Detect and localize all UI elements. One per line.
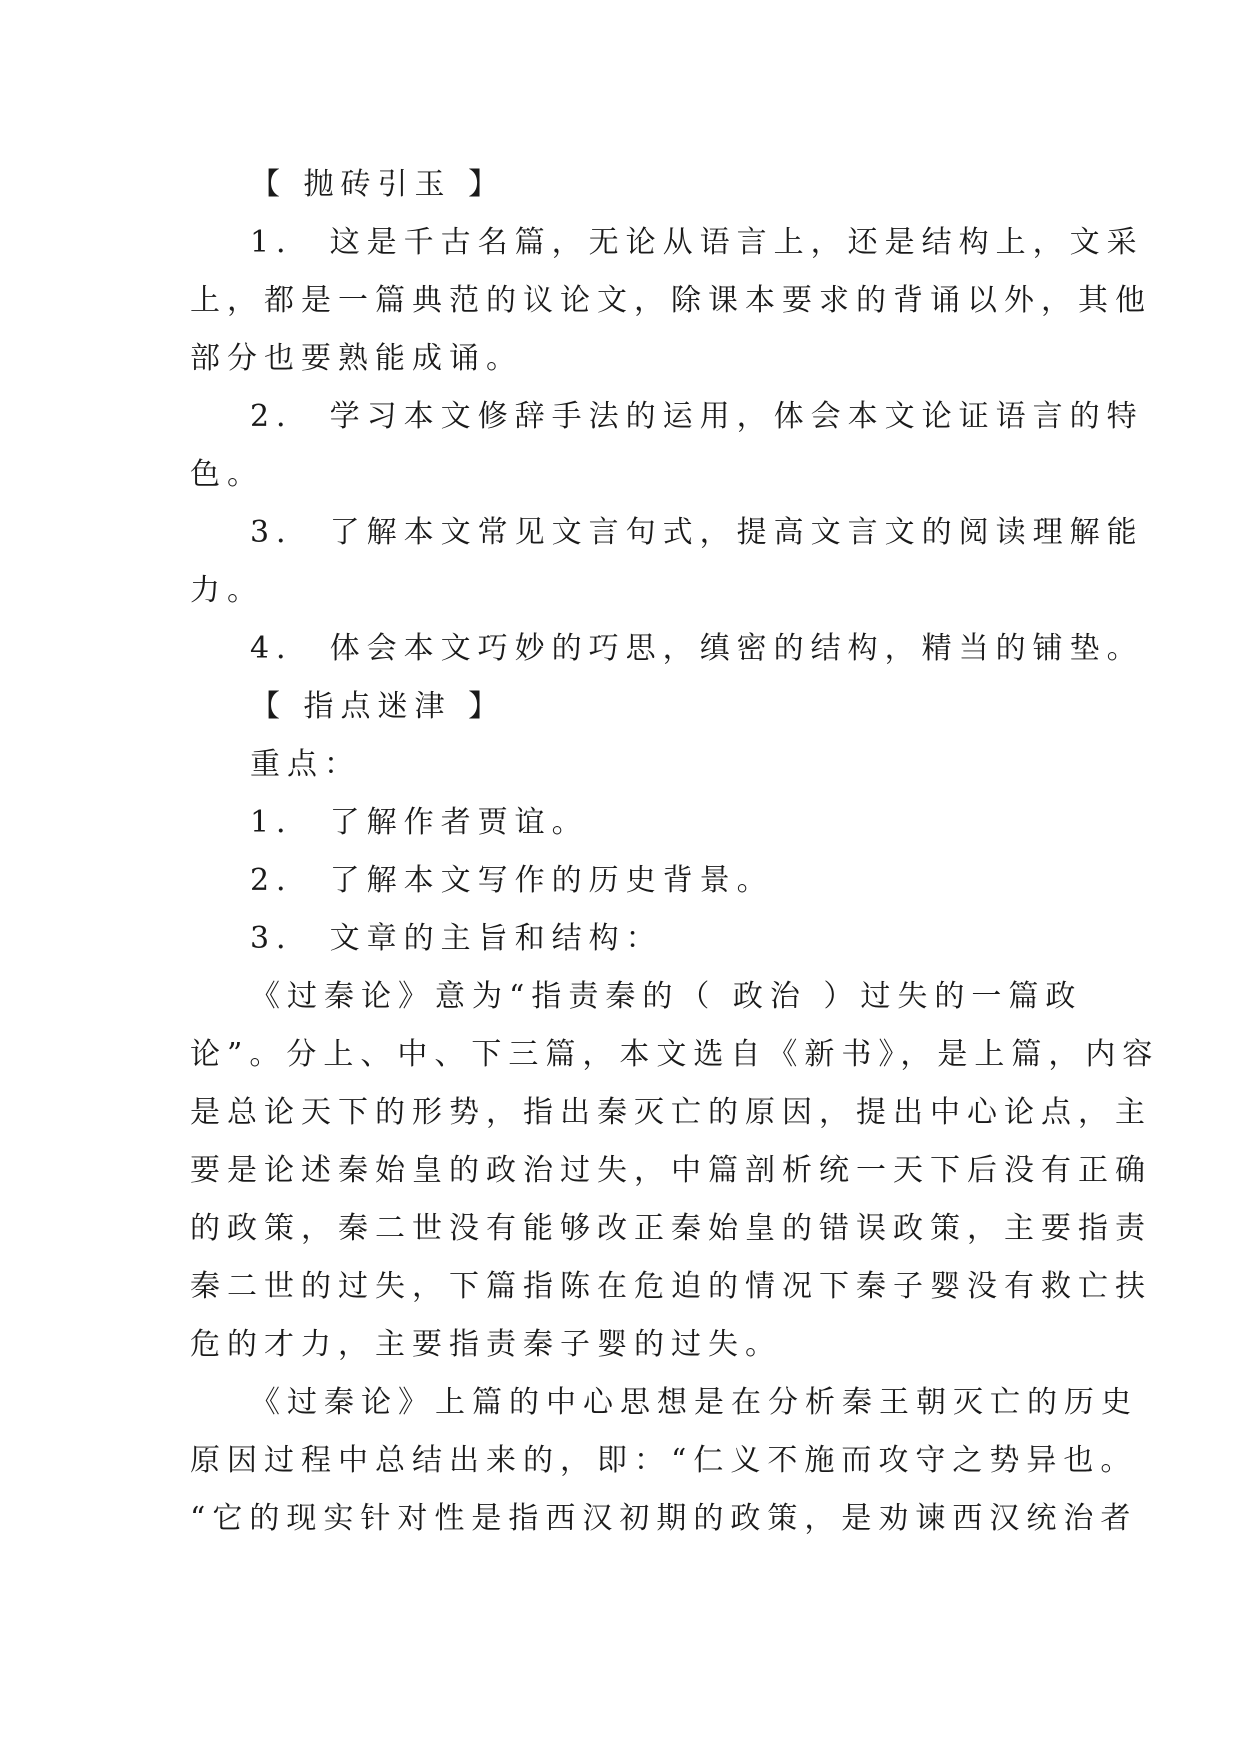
intro-item-1-line-1: 1． 这是千古名篇，无论从语言上，还是结构上，文采 [250, 225, 1144, 260]
paragraph-1-line-6: 秦二世的过失，下篇指陈在危迫的情况下秦子婴没有救亡扶 [190, 1269, 1152, 1304]
intro-item-1-line-2: 上，都是一篇典范的议论文，除课本要求的背诵以外，其他 [190, 283, 1152, 318]
paragraph-1-line-1: 《过秦论》意为“指责秦的（ 政治 ）过失的一篇政 [250, 979, 1083, 1014]
paragraph-2-line-1: 《过秦论》上篇的中心思想是在分析秦王朝灭亡的历史 [250, 1385, 1138, 1420]
intro-item-2-line-1: 2． 学习本文修辞手法的运用，体会本文论证语言的特 [250, 399, 1144, 434]
intro-item-1-line-3: 部分也要熟能成诵。 [190, 341, 523, 376]
paragraph-1-line-2: 论”。分上、中、下三篇，本文选自《新书》，是上篇，内容 [190, 1037, 1160, 1072]
paragraph-2-line-2: 原因过程中总结出来的，即：“仁义不施而攻守之势异也。 [190, 1443, 1138, 1478]
focus-item-3: 3． 文章的主旨和结构： [250, 921, 663, 956]
focus-label: 重点： [250, 747, 361, 782]
intro-item-4-line-1: 4． 体会本文巧妙的巧思，缜密的结构，精当的铺垫。 [250, 631, 1144, 666]
focus-item-2: 2． 了解本文写作的历史背景。 [250, 863, 774, 898]
focus-item-1: 1． 了解作者贾谊。 [250, 805, 589, 840]
section-heading-intro: 【 抛砖引玉 】 [250, 167, 506, 202]
paragraph-1-line-7: 危的才力，主要指责秦子婴的过失。 [190, 1327, 782, 1362]
intro-item-3-line-1: 3． 了解本文常见文言句式，提高文言文的阅读理解能 [250, 515, 1144, 550]
paragraph-1-line-4: 要是论述秦始皇的政治过失，中篇剖析统一天下后没有正确 [190, 1153, 1152, 1188]
intro-item-2-line-2: 色。 [190, 457, 264, 492]
document-body [190, 156, 1160, 1548]
section-heading-guide: 【 指点迷津 】 [250, 689, 506, 724]
paragraph-1-line-5: 的政策，秦二世没有能够改正秦始皇的错误政策，主要指责 [190, 1211, 1152, 1246]
paragraph-2-line-3: “它的现实针对性是指西汉初期的政策，是劝谏西汉统治者 [190, 1501, 1138, 1536]
intro-item-3-line-2: 力。 [190, 573, 264, 608]
paragraph-1-line-3: 是总论天下的形势，指出秦灭亡的原因，提出中心论点，主 [190, 1095, 1152, 1130]
